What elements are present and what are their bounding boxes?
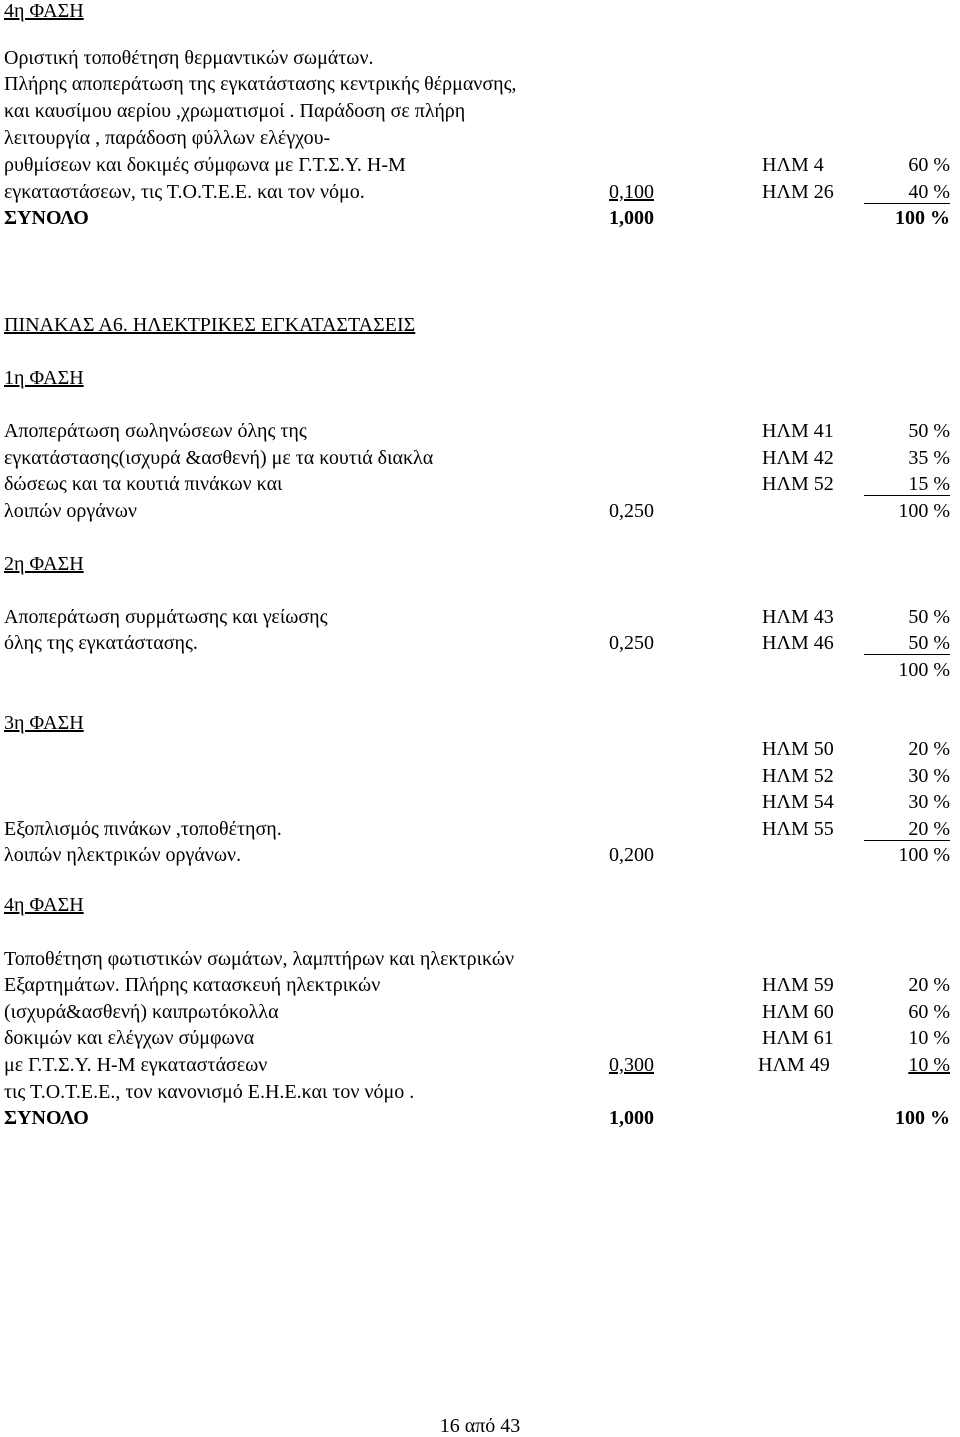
percentage: 35 % [908,447,950,469]
ref-code: ΗΛΜ 52 [762,765,834,787]
phase-heading: 2η ΦΑΣΗ [4,553,84,575]
ref-code: ΗΛΜ 61 [762,1027,834,1049]
ref-code: ΗΛΜ 42 [762,447,834,469]
text-line: εγκατάστασης(ισχυρά &ασθενή) με τα κουτιά διακλα [4,447,434,469]
percentage: 10 % [908,1054,950,1076]
text-line: Πλήρης αποπεράτωση της εγκατάστασης κεντρικής θέρμανσης, [4,73,517,95]
ref-code: ΗΛΜ 41 [762,420,834,442]
text-line: και καυσίμου αερίου ,χρωματισμοί . Παράδοση σε πλήρη [4,100,466,122]
total-percentage: 100 % [898,500,950,522]
percentage: 60 % [908,1001,950,1023]
text-line: όλης της εγκατάστασης. [4,632,198,654]
section-heading: 4η ΦΑΣΗ [4,0,84,22]
total-percentage: 100 % [898,844,950,866]
ref-code: ΗΛΜ 49 [758,1054,830,1076]
percentage: 40 % [864,181,950,204]
text-line: Αποπεράτωση συρμάτωσης και γείωσης [4,606,328,628]
ref-code: ΗΛΜ 60 [762,1001,834,1023]
ref-code: ΗΛΜ 4 [762,154,824,176]
total-percentage: 100 % [898,659,950,681]
amount-value: 0,250 [609,632,654,654]
total-label: ΣΥΝΟΛΟ [4,207,89,229]
phase-heading: 1η ΦΑΣΗ [4,367,84,389]
text-line: δοκιμών και ελέγχων σύμφωνα [4,1027,255,1049]
ref-code: ΗΛΜ 54 [762,791,834,813]
text-line: Αποπεράτωση σωληνώσεων όλης της [4,420,307,442]
percentage: 10 % [908,1027,950,1049]
percentage: 30 % [908,791,950,813]
ref-code: ΗΛΜ 26 [762,181,834,203]
percentage: 20 % [864,818,950,841]
text-line: λοιπών ηλεκτρικών οργάνων. [4,844,242,866]
phase-heading: 3η ΦΑΣΗ [4,712,84,734]
table-title: ΠΙΝΑΚΑΣ Α6. ΗΛΕΚΤΡΙΚΕΣ ΕΓΚΑΤΑΣΤΑΣΕΙΣ [4,314,416,336]
amount-value: 0,200 [609,844,654,866]
text-line: τις Τ.Ο.Τ.Ε.Ε., τον κανονισμό Ε.Η.Ε.και τον νόμο . [4,1081,415,1103]
percentage: 50 % [864,632,950,655]
total-percentage: 100 % [895,207,950,229]
total-percentage: 100 % [895,1107,950,1129]
ref-code: ΗΛΜ 46 [762,632,834,654]
percentage: 50 % [908,420,950,442]
ref-code: ΗΛΜ 59 [762,974,834,996]
phase-heading: 4η ΦΑΣΗ [4,894,84,916]
ref-code: ΗΛΜ 52 [762,473,834,495]
text-line: λοιπών οργάνων [4,500,137,522]
amount-value: 0,100 [609,181,654,203]
ref-code: ΗΛΜ 43 [762,606,834,628]
percentage: 50 % [908,606,950,628]
page-number: 16 από 43 [439,1415,521,1437]
ref-code: ΗΛΜ 55 [762,818,834,840]
text-line: Οριστική τοποθέτηση θερμαντικών σωμάτων. [4,47,374,69]
text-line: Εξαρτημάτων. Πλήρης κατασκευή ηλεκτρικών [4,974,381,996]
percentage: 30 % [908,765,950,787]
percentage: 60 % [908,154,950,176]
amount-value: 0,300 [609,1054,654,1076]
text-line: (ισχυρά&ασθενή) καιπρωτόκολλα [4,1001,279,1023]
text-line: με Γ.Τ.Σ.Υ. Η-Μ εγκαταστάσεων [4,1054,268,1076]
text-line: εγκαταστάσεων, τις Τ.Ο.Τ.Ε.Ε. και τον νόμο. [4,181,365,203]
total-amount: 1,000 [609,1107,654,1129]
percentage: 20 % [908,974,950,996]
text-line: ρυθμίσεων και δοκιμές σύμφωνα με Γ.Τ.Σ.Υ. Η-Μ [4,154,406,176]
total-label: ΣΥΝΟΛΟ [4,1107,89,1129]
text-line: Εξοπλισμός πινάκων ,τοποθέτηση. [4,818,282,840]
text-line: λειτουργία , παράδοση φύλλων ελέγχου- [4,127,331,149]
total-amount: 1,000 [609,207,654,229]
text-line: δώσεως και τα κουτιά πινάκων και [4,473,283,495]
ref-code: ΗΛΜ 50 [762,738,834,760]
percentage: 20 % [908,738,950,760]
percentage: 15 % [864,473,950,496]
text-line: Τοποθέτηση φωτιστικών σωμάτων, λαμπτήρων και ηλεκτρικών [4,948,515,970]
amount-value: 0,250 [609,500,654,522]
